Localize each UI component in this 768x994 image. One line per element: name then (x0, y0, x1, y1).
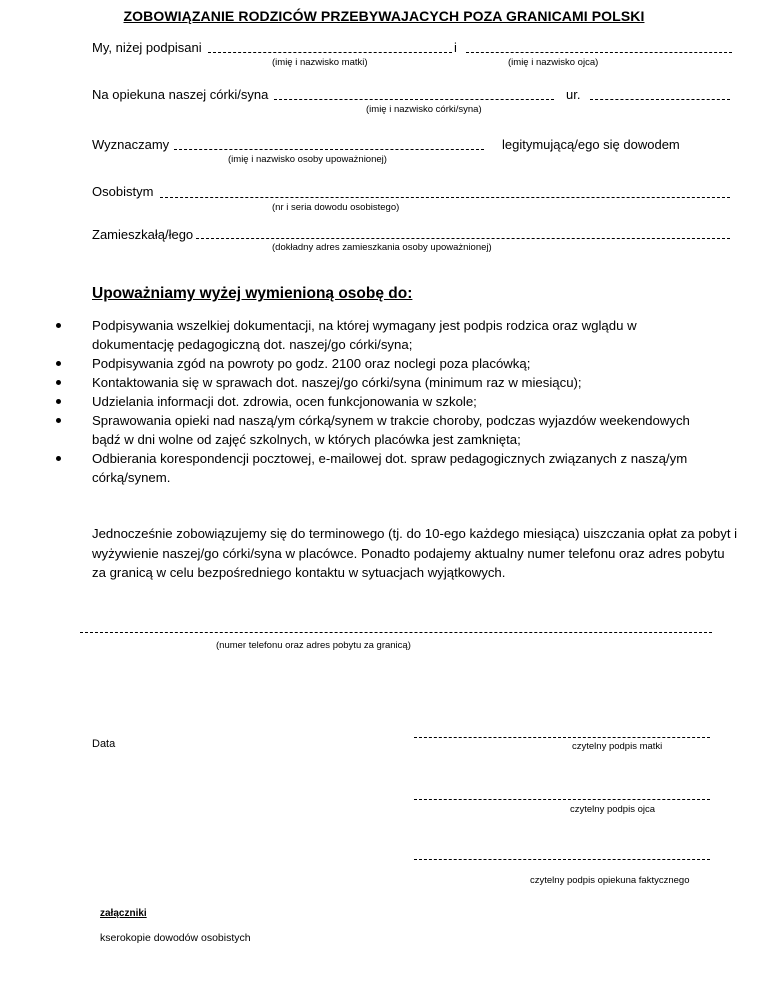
list-item: Kontaktowania się w sprawach dot. naszej/go córki/syna (minimum raz w miesiącu); (0, 373, 700, 392)
father-signature-line[interactable] (414, 799, 710, 800)
appoint-label: Wyznaczamy (92, 137, 170, 152)
phone-hint: (numer telefonu oraz adres pobytu za granicą) (216, 640, 411, 651)
list-item: Podpisywania wszelkiej dokumentacji, na której wymagany jest podpis rodzica oraz wglądu w dokumentację pedagogiczną dot. naszej/go córki/syna; (0, 316, 700, 354)
authorize-heading: Upoważniamy wyżej wymienioną osobę do: (92, 285, 413, 302)
mother-name-field[interactable] (208, 52, 452, 53)
mother-signature-line[interactable] (414, 737, 710, 738)
born-label: ur. (566, 87, 581, 102)
personal-label: Osobistym (92, 184, 154, 199)
child-hint: (imię i nazwisko córki/syna) (366, 104, 482, 115)
guardian-label: Na opiekuna naszej córki/syna (92, 87, 269, 102)
date-label: Data (92, 738, 116, 750)
id-number-hint: (nr i seria dowodu osobistego) (272, 202, 400, 213)
list-item: Udzielania informacji dot. zdrowia, ocen funkcjonowania w szkole; (0, 392, 700, 411)
list-item: Sprawowania opieki nad naszą/ym córką/synem w trakcie choroby, podczas wyjazdów weekendowych bądź w dni wolne od zajęć szkolnych, w których placówka jest zamknięta; (0, 411, 700, 449)
resident-label: Zamieszkałą/łego (92, 227, 194, 242)
bullet-icon (56, 418, 61, 423)
authorized-hint: (imię i nazwisko osoby upoważnionej) (228, 154, 387, 165)
birth-date-field[interactable] (590, 99, 730, 100)
address-hint: (dokładny adres zamieszkania osoby upoważnionej) (272, 242, 492, 253)
father-hint: (imię i nazwisko ojca) (508, 57, 599, 68)
id-holder-label: legitymującą/ego się dowodem (502, 137, 680, 152)
phone-address-field[interactable] (80, 632, 712, 633)
mother-hint: (imię i nazwisko matki) (272, 57, 368, 68)
bullet-icon (56, 323, 61, 328)
commitment-paragraph: Jednocześnie zobowiązujemy się do terminowego (tj. do 10-ego każdego miesiąca) uiszczania opłat za pobyt i wyżywienie naszej/go córki/syna w placówce. Ponadto podajemy aktualny numer telefonu oraz adres pobytu za granicą w celu bezpośredniego kontaktu w sytuacjach wyjątkowych. (92, 526, 738, 580)
and-word: i (454, 40, 457, 55)
mother-signature-label: czytelny podpis matki (572, 741, 663, 752)
guardian-signature-label: czytelny podpis opiekuna faktycznego (530, 875, 690, 886)
father-name-field[interactable] (466, 52, 732, 53)
bullet-icon (56, 456, 61, 461)
bullet-icon (56, 399, 61, 404)
address-field[interactable] (196, 238, 730, 239)
authorized-person-field[interactable] (174, 149, 484, 150)
document-title: ZOBOWIĄZANIE RODZICÓW PRZEBYWAJACYCH POZA GRANICAMI POLSKI (123, 8, 645, 24)
guardian-signature-line[interactable] (414, 859, 710, 860)
id-number-field[interactable] (160, 197, 730, 198)
signed-label: My, niżej podpisani (92, 40, 202, 55)
attachments-heading: załączniki (100, 908, 147, 919)
bullet-icon (56, 380, 61, 385)
list-item: Podpisywania zgód na powroty po godz. 2100 oraz noclegi poza placówką; (0, 354, 700, 373)
list-item: Odbierania korespondencji pocztowej, e-mailowej dot. spraw pedagogicznych związanych z naszą/ym córką/synem. (0, 449, 700, 487)
child-name-field[interactable] (274, 99, 554, 100)
father-signature-label: czytelny podpis ojca (570, 804, 656, 815)
bullet-icon (56, 361, 61, 366)
attachments-item: kserokopie dowodów osobistych (100, 932, 251, 944)
authorization-list (0, 316, 700, 487)
